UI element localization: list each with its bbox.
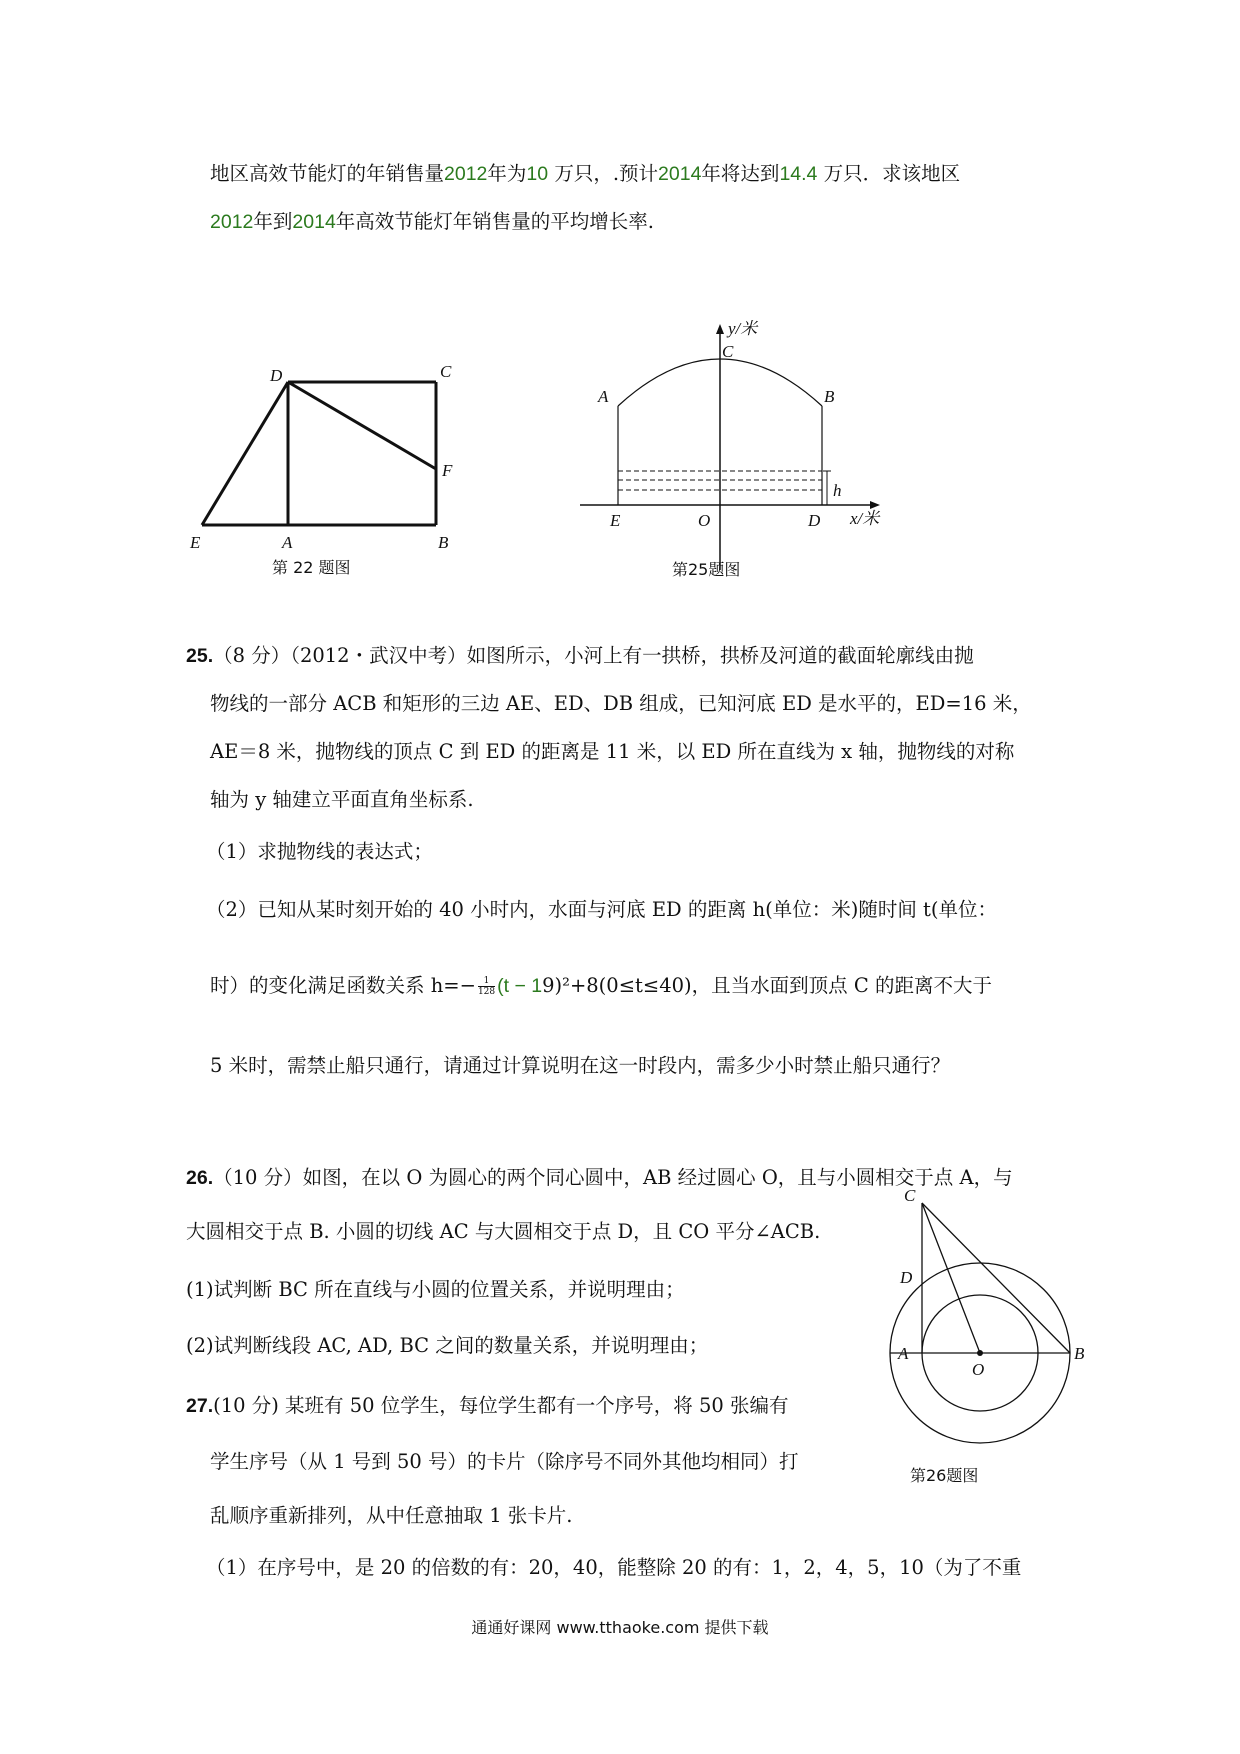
- intro-text: 年高效节能灯年销售量的平均增长率.: [335, 210, 654, 233]
- q25-line-1: [186, 642, 974, 670]
- figure-25: [580, 320, 910, 590]
- q26-line-2: 大圆相交于点 B. 小圆的切线 AC 与大圆相交于点 D，且 CO 平分∠ACB.: [186, 1220, 821, 1243]
- label-D: D: [900, 1268, 913, 1287]
- intro-line-1: [210, 160, 960, 188]
- q26-part-2: (2)试判断线段 AC, AD, BC 之间的数量关系，并说明理由；: [186, 1334, 709, 1357]
- label-O: O: [972, 1360, 985, 1379]
- x-axis-label: x/米: [850, 509, 880, 528]
- intro-text: 年为: [487, 162, 527, 185]
- label-F: F: [442, 461, 453, 480]
- fraction: [478, 976, 495, 997]
- q25-line-3: AE＝8 米，抛物线的顶点 C 到 ED 的距离是 11 米，以 ED 所在直线为 x 轴，抛物线的对称: [210, 740, 1015, 763]
- q25-part-2-formula-line: [210, 972, 992, 1000]
- intro-line-2: [210, 208, 654, 236]
- intro-text: 万只，.预计: [548, 162, 659, 185]
- figure-26: [880, 1185, 1115, 1485]
- q25-line-2: 物线的一部分 ACB 和矩形的三边 AE、ED、DB 组成，已知河底 ED 是水平的，ED=16 米，: [210, 692, 1032, 715]
- label-A: A: [282, 533, 293, 552]
- year-2012: 2012: [444, 163, 488, 185]
- label-h: h: [833, 481, 842, 500]
- label-C: C: [440, 362, 452, 381]
- q25-line-4: 轴为 y 轴建立平面直角坐标系.: [210, 788, 474, 811]
- label-C: C: [722, 342, 734, 361]
- figure-26-caption: 第26题图: [910, 1466, 979, 1485]
- fraction-numerator: 1: [478, 976, 495, 987]
- intro-text: 年将达到: [701, 162, 780, 185]
- label-E: E: [610, 511, 621, 530]
- q25-part-2-line-3: 5 米时，需禁止船只通行，请通过计算说明在这一时段内，需多少小时禁止船只通行？: [210, 1054, 951, 1077]
- question-number: 27.: [186, 1395, 214, 1417]
- q27-text: (10 分) 某班有 50 位学生，每位学生都有一个序号，将 50 张编有: [213, 1394, 789, 1417]
- formula-text: 时）的变化满足函数关系 h=−: [210, 974, 476, 997]
- q27-line-3: 乱顺序重新排列，从中任意抽取 1 张卡片.: [210, 1504, 573, 1527]
- q26-part-1: (1)试判断 BC 所在直线与小圆的位置关系，并说明理由；: [186, 1278, 685, 1301]
- figure-22-caption: 第 22 题图: [272, 558, 351, 577]
- q27-part-1: （1）在序号中，是 20 的倍数的有：20，40，能整除 20 的有：1，2，4，5，10（为了不重: [206, 1556, 1022, 1579]
- q25-part-1: （1）求抛物线的表达式；: [206, 840, 433, 863]
- label-C: C: [904, 1186, 916, 1205]
- label-D: D: [270, 366, 283, 385]
- year-2014: 2014: [658, 163, 702, 185]
- label-B: B: [438, 533, 449, 552]
- q27-line-1: [186, 1392, 788, 1420]
- label-A: A: [898, 1344, 909, 1363]
- fraction-denominator: 128: [477, 987, 496, 997]
- value-14-4: 14.4: [779, 163, 818, 185]
- label-D: D: [808, 511, 821, 530]
- year-2014: 2014: [292, 211, 336, 233]
- q25-text: （8 分）（2012・武汉中考）如图所示，小河上有一拱桥，拱桥及河道的截面轮廓线由抛: [213, 644, 974, 667]
- y-axis-label: y/米: [728, 320, 758, 338]
- label-A: A: [598, 387, 609, 406]
- formula-term: (t − 1: [497, 975, 543, 997]
- intro-text: 地区高效节能灯的年销售量: [210, 162, 445, 185]
- value-10: 10: [526, 163, 549, 185]
- q25-part-2: （2）已知从某时刻开始的 40 小时内，水面与河底 ED 的距离 h(单位：米)随时间 t(单位：: [206, 898, 997, 921]
- year-2012: 2012: [210, 211, 254, 233]
- figure-25-caption: 第25题图: [672, 560, 741, 579]
- q26-text: （10 分）如图，在以 O 为圆心的两个同心圆中，AB 经过圆心 O，且与小圆相交于点 A，与: [213, 1166, 1013, 1189]
- intro-text: 万只．求该地区: [817, 162, 961, 185]
- question-number: 26.: [186, 1167, 214, 1189]
- label-B: B: [1074, 1344, 1085, 1363]
- intro-text: 年到: [253, 210, 293, 233]
- label-O: O: [698, 511, 711, 530]
- label-E: E: [190, 533, 201, 552]
- q27-line-2: 学生序号（从 1 号到 50 号）的卡片（除序号不同外其他均相同）打: [210, 1450, 799, 1473]
- page-footer: 通通好课网 www.tthaoke.com 提供下载: [471, 1618, 769, 1637]
- figure-22: [180, 355, 480, 590]
- question-number: 25.: [186, 645, 214, 667]
- label-B: B: [824, 387, 835, 406]
- formula-text: 9)²+8(0≤t≤40)，且当水面到顶点 C 的距离不大于: [542, 974, 992, 997]
